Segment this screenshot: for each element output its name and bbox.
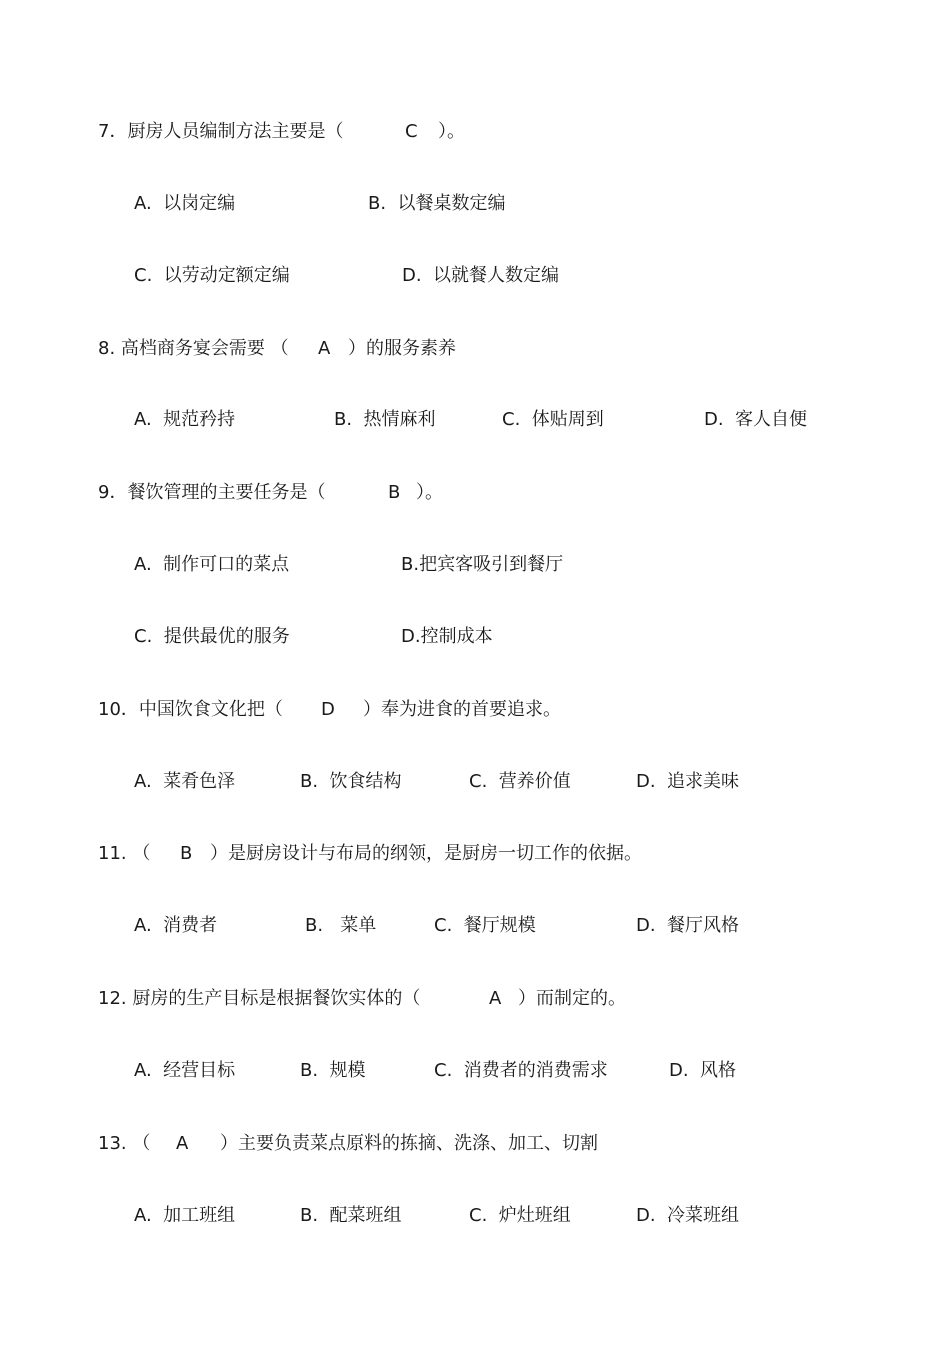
option-a: A. 消费者 [134,915,218,936]
option-a: A. 以岗定编 [134,193,236,214]
question-stem-text: 9．餐饮管理的主要任务是（ [98,482,326,503]
question-stem-text: 12. 厨房的生产目标是根据餐饮实体的（ [98,988,421,1009]
option-b: B. 饮食结构 [300,771,402,792]
option-c: C. 营养价值 [469,771,571,792]
question-stem-text: 11. （ [98,843,151,864]
option-c: C. 提供最优的服务 [134,626,290,647]
question-stem-suffix: ）。 [416,482,443,503]
answer-letter: A [176,1133,189,1154]
question-stem-text: 8. 高档商务宴会需要 （ [98,338,289,359]
option-a: A. 制作可口的菜点 [134,554,290,575]
option-b: B. 菜单 [305,915,377,936]
option-c: C. 餐厅规模 [434,915,536,936]
option-a: A. 菜肴色泽 [134,771,236,792]
option-a: A. 规范矜持 [134,409,236,430]
answer-letter: A [318,338,331,359]
answer-letter: A [489,988,502,1009]
option-c: C. 体贴周到 [502,409,604,430]
question-stem-suffix: ）的服务素养 [348,338,456,359]
question-stem-suffix: ）而制定的。 [518,988,626,1009]
option-c: C. 以劳动定额定编 [134,265,290,286]
option-d: D. 餐厅风格 [636,915,740,936]
option-b: B. 热情麻利 [334,409,436,430]
option-c: C. 消费者的消费需求 [434,1060,608,1081]
question-stem-text: 10．中国饮食文化把（ [98,699,283,720]
option-d: D. 追求美味 [636,771,740,792]
answer-letter: B [180,843,193,864]
answer-letter: C [405,121,418,142]
answer-letter: B [388,482,401,503]
option-d: D. 客人自便 [704,409,808,430]
answer-letter: D [321,699,335,720]
option-b: B. 配菜班组 [300,1205,402,1226]
question-stem-suffix: ）主要负责菜点原料的拣摘、洗涤、加工、切割 [220,1133,598,1154]
option-d: D. 风格 [669,1060,737,1081]
question-stem-suffix: ）。 [438,121,465,142]
option-a: A. 加工班组 [134,1205,236,1226]
option-d: D. 冷菜班组 [636,1205,740,1226]
option-c: C. 炉灶班组 [469,1205,571,1226]
option-d: D. 以就餐人数定编 [402,265,560,286]
question-stem-text: 13. （ [98,1133,151,1154]
option-d: D.控制成本 [401,626,493,647]
question-stem-suffix: ）奉为进食的首要追求。 [363,699,561,720]
option-a: A. 经营目标 [134,1060,236,1081]
question-stem-text: 7．厨房人员编制方法主要是（ [98,121,344,142]
option-b: B. 规模 [300,1060,366,1081]
option-b: B.把宾客吸引到餐厅 [401,554,564,575]
option-b: B. 以餐桌数定编 [368,193,506,214]
question-stem-suffix: ）是厨房设计与布局的纲领，是厨房一切工作的依据。 [210,843,642,864]
